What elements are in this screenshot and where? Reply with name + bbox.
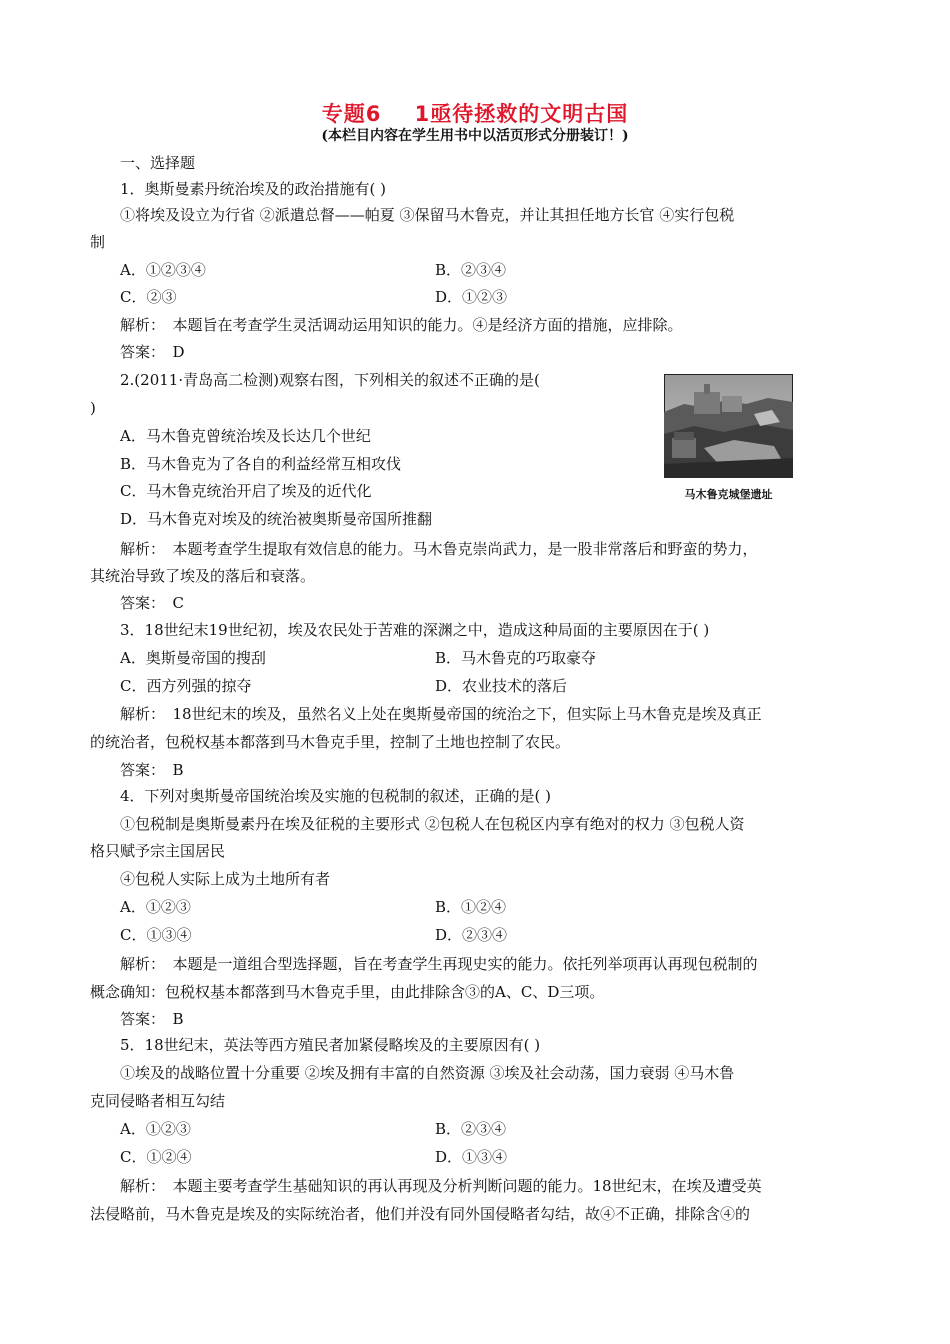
question-2-analysis-line1: 解析： 本题考查学生提取有效信息的能力。马木鲁克崇尚武力，是一股非常落后和野蛮的势力， — [120, 540, 758, 558]
question-1-items-line1: ①将埃及设立为行省 ②派遣总督——帕夏 ③保留马木鲁克，并让其担任地方长官 ④实行包税 — [120, 206, 735, 224]
question-4-answer: 答案： B — [120, 1010, 184, 1028]
question-2-option-a: A．马木鲁克曾统治埃及长达几个世纪 — [120, 427, 371, 445]
question-4-items-line2: 格只赋予宗主国居民 — [90, 842, 226, 860]
question-5-option-d: D．①③④ — [435, 1148, 508, 1166]
question-3-stem: 3．18世纪末19世纪初，埃及农民处于苦难的深渊之中，造成这种局面的主要原因在于( ) — [120, 621, 710, 639]
question-4-option-c: C．①③④ — [120, 926, 192, 944]
section-heading: 一、选择题 — [120, 154, 196, 172]
question-5-stem: 5．18世纪末，英法等西方殖民者加紧侵略埃及的主要原因有( ) — [120, 1036, 541, 1054]
question-1-option-a: A．①②③④ — [120, 261, 206, 279]
question-4-analysis-line1: 解析： 本题是一道组合型选择题，旨在考查学生再现史实的能力。依托列举项再认再现包税制的 — [120, 955, 758, 973]
question-1-items-line2: 制 — [90, 233, 106, 251]
question-1-stem: 1．奥斯曼素丹统治埃及的政治措施有( ) — [120, 180, 387, 198]
question-3-analysis-line2: 的统治者，包税权基本都落到马木鲁克手里，控制了土地也控制了农民。 — [90, 733, 571, 751]
question-4-items-line3: ④包税人实际上成为土地所有者 — [120, 870, 331, 888]
question-1-option-d: D．①②③ — [435, 288, 508, 306]
question-4-option-a: A．①②③ — [120, 898, 191, 916]
question-4-option-d: D．②③④ — [435, 926, 508, 944]
castle-ruins-photo — [664, 374, 793, 478]
question-1-answer: 答案： D — [120, 343, 185, 361]
question-4-stem: 4．下列对奥斯曼帝国统治埃及实施的包税制的叙述，正确的是( ) — [120, 787, 552, 805]
question-5-option-c: C．①②④ — [120, 1148, 192, 1166]
question-5-option-b: B．②③④ — [435, 1120, 507, 1138]
castle-ruins-figure — [664, 374, 793, 508]
question-2-answer: 答案： C — [120, 594, 184, 612]
question-5-items-line2: 克同侵略者相互勾结 — [90, 1092, 226, 1110]
question-5-analysis-line2: 法侵略前，马木鲁克是埃及的实际统治者，他们并没有同外国侵略者勾结，故④不正确，排除含④的 — [90, 1205, 751, 1223]
question-2-option-d: D．马木鲁克对埃及的统治被奥斯曼帝国所推翻 — [120, 510, 433, 528]
question-2-option-c: C．马木鲁克统治开启了埃及的近代化 — [120, 482, 372, 500]
question-3-option-c: C．西方列强的掠夺 — [120, 677, 252, 695]
question-2-option-b: B．马木鲁克为了各自的利益经常互相攻伐 — [120, 455, 402, 473]
page-title: 专题6 1亟待拯救的文明古国 — [321, 102, 629, 126]
question-1-analysis: 解析： 本题旨在考查学生灵活调动运用知识的能力。④是经济方面的措施，应排除。 — [120, 316, 683, 334]
question-4-items-line1: ①包税制是奥斯曼素丹在埃及征税的主要形式 ②包税人在包税区内享有绝对的权力 ③包税人资 — [120, 815, 745, 833]
question-3-answer: 答案： B — [120, 761, 184, 779]
question-5-items-line1: ①埃及的战略位置十分重要 ②埃及拥有丰富的自然资源 ③埃及社会动荡，国力衰弱 ④马木鲁 — [120, 1064, 735, 1082]
question-1-option-c: C．②③ — [120, 288, 177, 306]
question-3-option-d: D．农业技术的落后 — [435, 677, 568, 695]
question-5-option-a: A．①②③ — [120, 1120, 191, 1138]
question-5-analysis-line1: 解析： 本题主要考查学生基础知识的再认再现及分析判断问题的能力。18世纪末，在埃及遭受英 — [120, 1177, 762, 1195]
question-4-analysis-line2: 概念确知：包税权基本都落到马木鲁克手里，由此排除含③的A、C、D三项。 — [90, 983, 605, 1001]
question-1-option-b: B．②③④ — [435, 261, 507, 279]
page-subtitle: (本栏目内容在学生用书中以活页形式分册装订！) — [321, 128, 629, 144]
figure-caption: 马木鲁克城堡遗址 — [684, 488, 773, 501]
question-2-stem-line2: ) — [90, 399, 96, 417]
question-3-option-a: A．奥斯曼帝国的搜刮 — [120, 649, 266, 667]
question-2-stem-line1: 2.(2011·青岛高二检测)观察右图，下列相关的叙述不正确的是( — [120, 371, 540, 389]
question-4-option-b: B．①②④ — [435, 898, 507, 916]
question-2-analysis-line2: 其统治导致了埃及的落后和衰落。 — [90, 567, 316, 585]
question-3-option-b: B．马木鲁克的巧取豪夺 — [435, 649, 597, 667]
question-3-analysis-line1: 解析： 18世纪末的埃及，虽然名义上处在奥斯曼帝国的统治之下，但实际上马木鲁克是埃及真正 — [120, 705, 762, 723]
